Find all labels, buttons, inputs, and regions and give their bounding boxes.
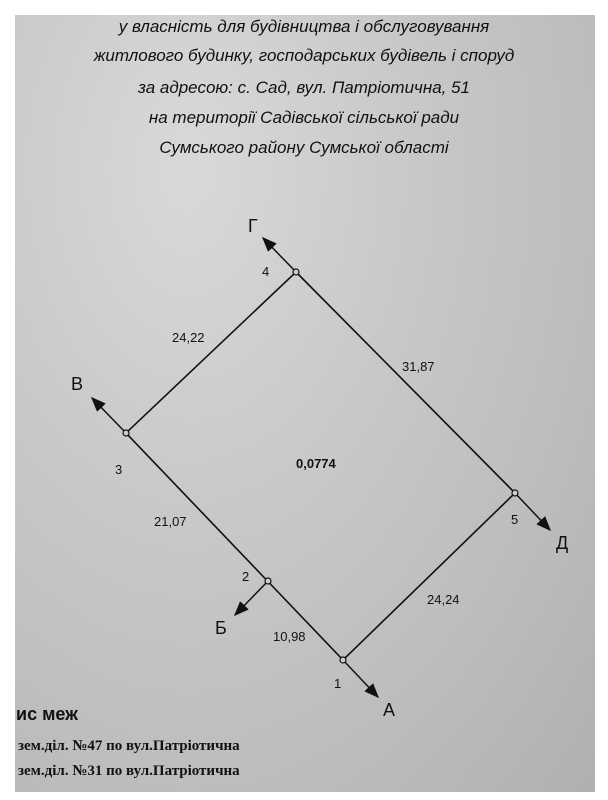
arrow-d xyxy=(515,493,550,530)
point-label: 1 xyxy=(334,676,342,691)
side-length: 24,22 xyxy=(172,330,205,345)
header-line: житлового будинку, господарських будівель і споруд xyxy=(93,46,515,65)
header-line: на території Садівської сільської ради xyxy=(148,108,460,127)
vertex-4 xyxy=(293,269,299,275)
side-length: 10,98 xyxy=(273,629,306,644)
legend-item: зем.діл. №31 по вул.Патріотична xyxy=(18,763,240,779)
side-length: 21,07 xyxy=(154,514,187,529)
arrow-b xyxy=(235,581,268,615)
vertex-5 xyxy=(512,490,518,496)
direction-a: А xyxy=(383,700,396,720)
point-label: 4 xyxy=(262,264,270,279)
direction-g: Г xyxy=(248,216,258,236)
side-length: 31,87 xyxy=(402,359,435,374)
point-label: 3 xyxy=(115,462,123,477)
point-label: 5 xyxy=(511,512,519,527)
vertex-2 xyxy=(265,578,271,584)
direction-v: В xyxy=(71,374,84,394)
vertex-1 xyxy=(340,657,346,663)
header-line: за адресою: с. Сад, вул. Патріотична, 51 xyxy=(137,78,470,97)
direction-b: Б xyxy=(215,618,227,638)
arrow-v xyxy=(92,398,126,433)
arrow-a xyxy=(343,660,378,697)
plot-area: 0,0774 xyxy=(296,456,336,471)
header-line: Сумського району Сумської області xyxy=(159,138,449,157)
legend-item: зем.діл. №47 по вул.Патріотична xyxy=(18,738,240,754)
point-label: 2 xyxy=(242,569,250,584)
header-line: у власність для будівництва і обслуговування xyxy=(118,17,490,36)
vertex-3 xyxy=(123,430,129,436)
direction-d: Д xyxy=(556,533,569,553)
side-length: 24,24 xyxy=(427,592,460,607)
legend-title: ис меж xyxy=(16,704,78,724)
